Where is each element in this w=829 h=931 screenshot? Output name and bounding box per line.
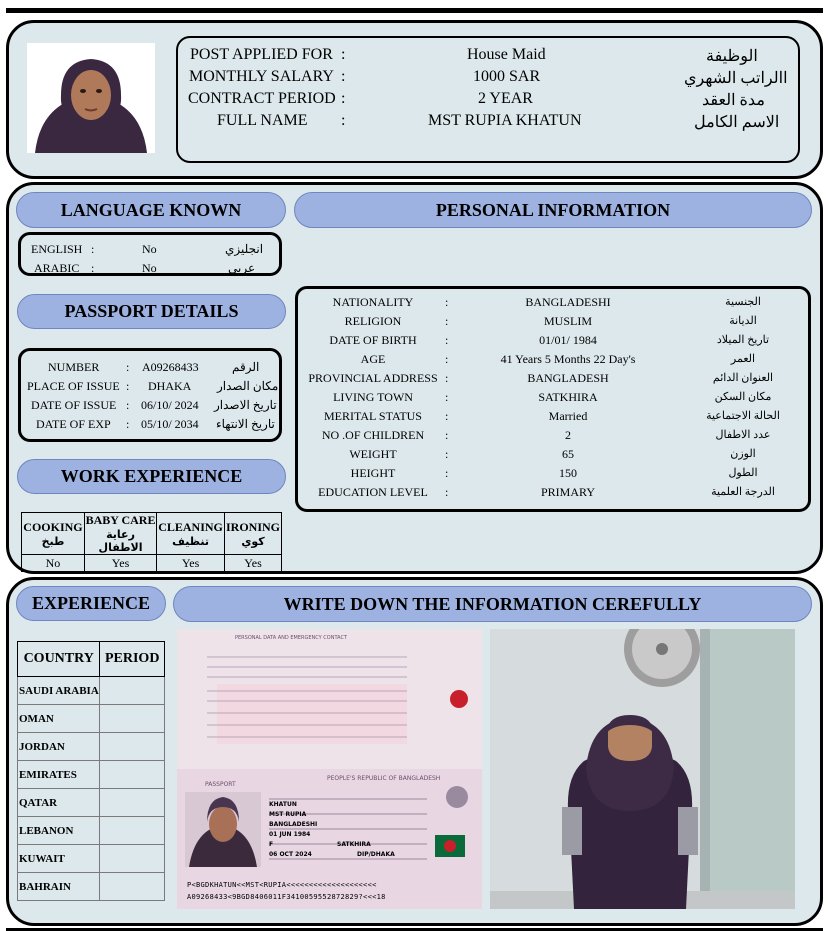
colon: :	[445, 409, 449, 423]
personal-row	[298, 428, 808, 447]
row-arabic: الاسم الكامل	[694, 114, 780, 131]
header-row	[178, 68, 798, 90]
table-row	[18, 733, 165, 761]
personal-row	[298, 295, 808, 314]
person-photo-icon	[27, 43, 155, 153]
colon: :	[341, 112, 346, 129]
passport-scan-image	[177, 629, 482, 909]
row-value: MST RUPIA KHATUN	[428, 112, 582, 129]
work-experience-title: WORK EXPERIENCE	[17, 459, 286, 494]
colon: :	[341, 46, 346, 63]
personal-row	[298, 352, 808, 371]
colon: :	[445, 314, 449, 328]
personal-label: LIVING TOWN	[333, 390, 413, 404]
skill-header-cooking: COOKING طبخ	[22, 513, 85, 555]
header-row	[178, 46, 798, 68]
personal-value: PRIMARY	[540, 485, 596, 499]
personal-row	[298, 333, 808, 352]
skill-value: Yes	[225, 555, 282, 572]
colon: :	[126, 379, 130, 393]
colon: :	[126, 398, 130, 412]
scan-authority: DIP/DHAKA	[357, 851, 395, 858]
personal-label: PROVINCIAL ADDRESS	[308, 371, 438, 385]
passport-arabic: تاريخ الاصدار	[214, 398, 277, 412]
personal-label: AGE	[360, 352, 386, 366]
country-cell: QATAR	[18, 789, 100, 817]
table-row	[18, 789, 165, 817]
personal-arabic: تاريخ الميلاد	[716, 334, 770, 346]
scan-surname: KHATUN	[269, 801, 297, 808]
personal-row	[298, 485, 808, 504]
colon: :	[91, 242, 95, 256]
scan-mrz-line-1: P<BGDKHATUN<<MST<RUPIA<<<<<<<<<<<<<<<<<<<<	[187, 881, 377, 889]
personal-value: 01/01/ 1984	[539, 333, 597, 347]
passport-arabic: الرقم	[232, 360, 260, 374]
passport-value: DHAKA	[148, 379, 192, 393]
personal-row	[298, 447, 808, 466]
personal-arabic: الوزن	[730, 448, 756, 460]
scan-passport-word: PASSPORT	[205, 781, 236, 788]
scan-sex: F	[269, 841, 274, 848]
row-label: CONTRACT PERIOD	[188, 90, 336, 107]
country-cell: LEBANON	[18, 817, 100, 845]
colon: :	[445, 333, 449, 347]
personal-label: RELIGION	[344, 314, 402, 328]
colon: :	[445, 485, 449, 499]
row-arabic: مدة العقد	[702, 92, 765, 109]
table-row	[18, 761, 165, 789]
colon: :	[445, 390, 449, 404]
language-arabic: عربي	[228, 261, 256, 275]
country-cell: KUWAIT	[18, 845, 100, 873]
personal-arabic: الديانة	[729, 315, 757, 327]
personal-label: DATE OF BIRTH	[329, 333, 417, 347]
job-summary-box	[176, 36, 800, 163]
colon: :	[445, 352, 449, 366]
personal-row	[298, 314, 808, 333]
personal-value: SATKHIRA	[538, 390, 598, 404]
period-cell	[100, 845, 165, 873]
country-cell: EMIRATES	[18, 761, 100, 789]
passport-details-title: PASSPORT DETAILS	[17, 294, 286, 329]
table-row	[18, 642, 165, 677]
work-experience-table	[21, 512, 282, 572]
table-row	[22, 513, 282, 555]
table-row	[18, 705, 165, 733]
personal-label: EDUCATION LEVEL	[318, 485, 428, 499]
period-cell	[100, 789, 165, 817]
colon: :	[341, 90, 346, 107]
scan-issue: 06 OCT 2024	[269, 851, 312, 858]
language-label: ARABIC	[34, 261, 80, 275]
full-body-photo-icon	[490, 629, 795, 909]
personal-arabic: الطول	[728, 467, 758, 479]
language-row	[21, 242, 281, 261]
personal-value: 2	[565, 428, 571, 442]
table-row	[18, 817, 165, 845]
personal-value: 41 Years 5 Months 22 Day's	[500, 352, 636, 366]
personal-information-title: PERSONAL INFORMATION	[294, 192, 812, 228]
period-cell	[100, 705, 165, 733]
scan-mrz-line-2: A09268433<9BGD8406011F3410059552872829?<<<18	[187, 893, 386, 901]
scan-republic: PEOPLE'S REPUBLIC OF BANGLADESH	[327, 775, 441, 782]
row-label: MONTHLY SALARY	[189, 68, 334, 85]
personal-row	[298, 409, 808, 428]
scan-place: SATKHIRA	[337, 841, 371, 848]
row-value: 1000 SAR	[473, 68, 541, 85]
colon: :	[126, 360, 130, 374]
passport-row	[21, 360, 281, 379]
personal-value: BANGLADESHI	[525, 295, 611, 309]
colon: :	[91, 261, 95, 275]
period-cell	[100, 873, 165, 901]
period-cell	[100, 817, 165, 845]
colon: :	[445, 295, 449, 309]
passport-row	[21, 398, 281, 417]
country-cell: JORDAN	[18, 733, 100, 761]
passport-row	[21, 379, 281, 398]
personal-value: 65	[562, 447, 574, 461]
language-row	[21, 261, 281, 280]
personal-label: MERITAL STATUS	[324, 409, 422, 423]
personal-row	[298, 466, 808, 485]
personal-label: WEIGHT	[349, 447, 397, 461]
skill-value: No	[22, 555, 85, 572]
colon: :	[341, 68, 346, 85]
passport-scan-icon	[177, 629, 482, 909]
passport-label: DATE OF ISSUE	[31, 398, 117, 412]
passport-value: A09268433	[142, 360, 199, 374]
scan-nation: BANGLADESHI	[269, 821, 318, 828]
personal-arabic: العنوان الدائم	[712, 372, 774, 384]
personal-row	[298, 371, 808, 390]
personal-label: HEIGHT	[350, 466, 396, 480]
passport-box	[18, 348, 282, 442]
row-label: POST APPLIED FOR	[190, 46, 333, 63]
personal-label: NO .OF CHILDREN	[321, 428, 425, 442]
header-row	[178, 112, 798, 134]
language-known-title: LANGUAGE KNOWN	[16, 192, 286, 228]
personal-arabic: الدرجة العلمية	[711, 486, 775, 498]
personal-value: MUSLIM	[543, 314, 592, 328]
passport-arabic: تاريخ الانتهاء	[216, 417, 275, 431]
personal-arabic: الحالة الاجتماعية	[706, 410, 780, 422]
personal-value: BANGLADESH	[527, 371, 609, 385]
experience-table	[17, 641, 165, 901]
period-header: PERIOD	[100, 642, 165, 677]
top-rule	[6, 8, 823, 13]
passport-label: NUMBER	[48, 360, 100, 374]
language-arabic: انجليزي	[225, 242, 264, 256]
language-value: No	[142, 242, 157, 256]
passport-label: PLACE OF ISSUE	[27, 379, 120, 393]
period-cell	[100, 677, 165, 705]
country-cell: SAUDI ARABIA	[18, 677, 100, 705]
personal-row	[298, 390, 808, 409]
skill-header-baby-care: BABY CARE رعاية الاطفال	[85, 513, 156, 554]
candidate-photo	[27, 43, 155, 153]
row-label: FULL NAME	[217, 112, 308, 129]
scan-given: MST RUPIA	[269, 811, 307, 818]
table-row	[18, 873, 165, 901]
table-row	[22, 555, 282, 572]
passport-value: 06/10/ 2024	[141, 398, 199, 412]
colon: :	[445, 466, 449, 480]
personal-info-box	[295, 286, 811, 512]
row-arabic: االراتب الشهري	[684, 70, 788, 87]
passport-row	[21, 417, 281, 436]
period-cell	[100, 733, 165, 761]
personal-label: NATIONALITY	[332, 295, 414, 309]
passport-label: DATE OF EXP	[36, 417, 111, 431]
country-cell: BAHRAIN	[18, 873, 100, 901]
row-arabic: الوظيفة	[706, 48, 758, 65]
skill-value: Yes	[84, 555, 156, 572]
colon: :	[445, 447, 449, 461]
notice-title: WRITE DOWN THE INFORMATION CEREFULLY	[173, 586, 812, 622]
country-cell: OMAN	[18, 705, 100, 733]
skill-header-ironing: IRONING كوي	[225, 513, 282, 555]
passport-arabic: مكان الصدار	[217, 379, 279, 393]
header-row	[178, 90, 798, 112]
language-label: ENGLISH	[31, 242, 83, 256]
scan-heading: PERSONAL DATA AND EMERGENCY CONTACT	[235, 635, 348, 641]
colon: :	[126, 417, 130, 431]
personal-arabic: العمر	[730, 353, 756, 365]
period-cell	[100, 761, 165, 789]
experience-title: EXPERIENCE	[16, 586, 166, 621]
personal-arabic: مكان السكن	[714, 391, 772, 403]
language-box	[18, 232, 282, 276]
skill-value: Yes	[157, 555, 225, 572]
full-body-photo	[490, 629, 795, 909]
personal-value: 150	[559, 466, 577, 480]
skill-header-cleaning: CLEANING تنظيف	[157, 513, 225, 555]
language-value: No	[142, 261, 157, 275]
passport-value: 05/10/ 2034	[141, 417, 199, 431]
personal-arabic: عدد الاطفال	[715, 429, 771, 441]
row-value: House Maid	[467, 46, 546, 63]
personal-value: Married	[548, 409, 588, 423]
country-header: COUNTRY	[18, 642, 100, 677]
table-row	[18, 677, 165, 705]
row-value: 2 YEAR	[478, 90, 533, 107]
personal-arabic: الجنسية	[725, 296, 761, 308]
table-row	[18, 845, 165, 873]
colon: :	[445, 371, 449, 385]
colon: :	[445, 428, 449, 442]
scan-dob: 01 JUN 1984	[269, 831, 311, 838]
